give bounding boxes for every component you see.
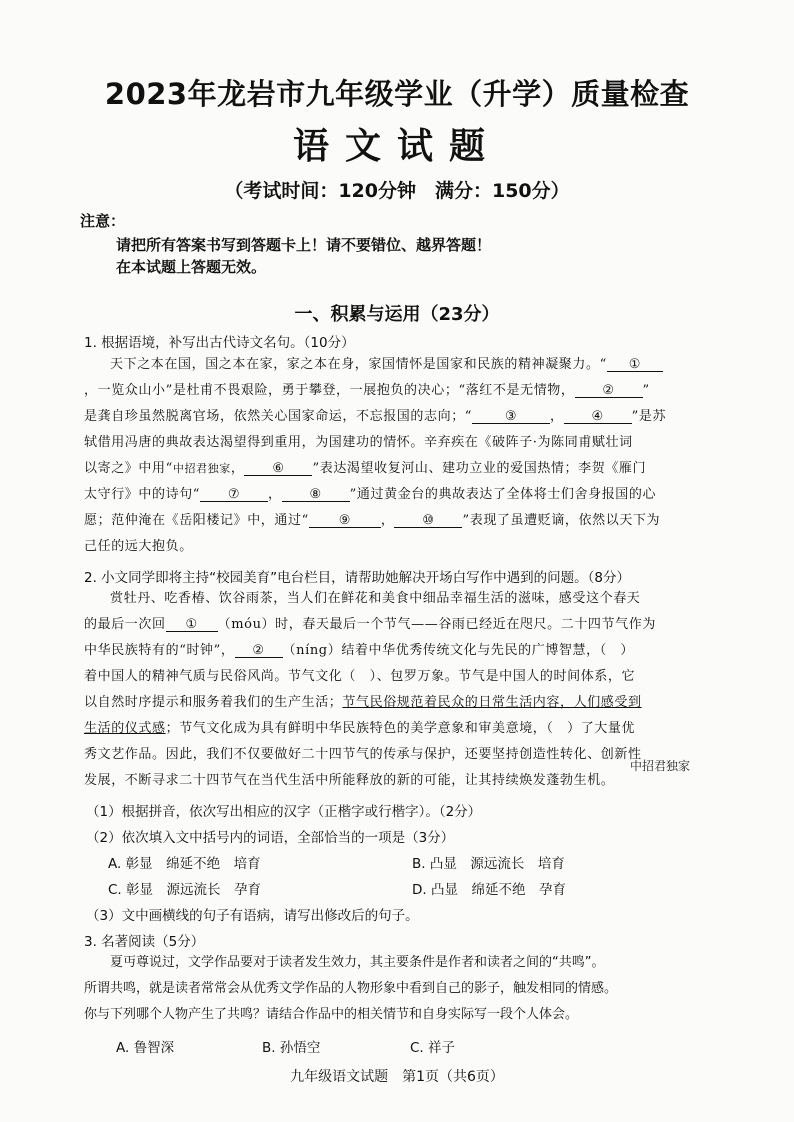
q2-stem: 2. 小文同学即将主持“校园美育”电台栏目，请帮助她解决开场白写作中遇到的问题。（8分） (84, 570, 630, 586)
watermark: 中招君独家 (630, 759, 691, 773)
exam-title: 2023年龙岩市九年级学业（升学）质量检查 (104, 77, 690, 111)
q1-blank-9: ⑨ (309, 514, 381, 528)
q2-option-d: D. 凸显 绵延不绝 孕育 (412, 882, 566, 898)
section-title: 一、积累与运用（23分） (294, 304, 500, 325)
q2-option-b: B. 凸显 源远流长 培育 (412, 856, 565, 872)
q2-sub-2: （2）依次填入文中括号内的词语，全部恰当的一项是（3分） (86, 830, 455, 846)
q1-blank-2: ② (575, 384, 643, 398)
q2-text: 中华民族特有的“时钟”， (84, 643, 235, 658)
q1-line-1 (110, 358, 750, 372)
q2-underlined-sentence: 生活的仪式感 (84, 721, 166, 736)
notice-line-2: 在本试题上答题无效。 (116, 258, 267, 276)
q3-line-3: 你与下列哪个人物产生了共鸣？请结合作品中的相关情节和自身实际写一段个人体会。 (84, 1007, 579, 1022)
q1-blank-6: ⑥ (244, 462, 312, 476)
q1-blank-10: ⑩ (394, 514, 462, 528)
q1-text: ， (380, 513, 395, 528)
q1-text: 天下之本在国，国之本在家，家之本在身，家国情怀是国家和民族的精神凝聚力。“ (110, 357, 607, 372)
q2-line-8: 发展，不断寻求二十四节气在当代生活中所能释放的新的可能，让其持续焕发蓬勃生机。 (84, 773, 615, 788)
q3-option-c: C. 祥子 (410, 1040, 456, 1056)
q1-text: ，一览众山小”是杜甫不畏艰险，勇于攀登，一展抱负的决心；“落红不是无情物， (84, 383, 575, 398)
q1-text: ”表现了虽遭贬谪，依然以天下为 (462, 513, 661, 528)
q1-blank-4: ④ (564, 410, 632, 424)
q2-line-3 (84, 644, 724, 658)
q2-underlined-sentence: 节气民俗规范着民众的日常生活内容，人们感受到 (342, 695, 642, 710)
q1-line-5 (84, 462, 724, 476)
q1-text: 愿；范仲淹在《岳阳楼记》中，通过“ (84, 513, 309, 528)
q1-blank-8: ⑧ (282, 488, 350, 502)
page-footer: 九年级语文试题 第1页（共6页） (290, 1069, 504, 1085)
q2-line-7: 秀文艺作品。因此，我们不仅要做好二十四节气的传承与保护，还要坚持创造性转化、创新性 (84, 747, 642, 762)
q1-line-7 (84, 514, 724, 528)
q1-text: 以寄之》中用“ (84, 461, 173, 476)
q3-line-1: 夏丏尊说过，文学作品要对于读者发生效力，其主要条件是作者和读者之间的“共鸣”。 (110, 955, 605, 970)
q2-text: （móu）时，春天最后一个节气——谷雨已经近在咫尺。二十四节气作为 (217, 617, 656, 632)
q2-sub-3: （3）文中画横线的句子有语病，请写出修改后的句子。 (86, 908, 419, 924)
q2-option-a: A. 彰显 绵延不绝 培育 (108, 856, 261, 872)
q1-text: ”表达渴望收复河山、建功立业的爱国热情；李贺《雁门 (312, 461, 647, 476)
inline-watermark: 中招君独家 (172, 462, 231, 475)
q2-blank-1: ① (166, 618, 218, 632)
q2-text: 的最后一次回 (84, 617, 166, 632)
q1-blank-3: ③ (472, 410, 550, 424)
q1-text: 太守行》中的诗句“ (84, 487, 201, 502)
q1-line-2 (84, 384, 724, 398)
exam-time-score: （考试时间：120分钟 满分：150分） (224, 180, 570, 202)
q1-line-8: 己任的远大抱负。 (84, 539, 193, 554)
q2-line-2 (84, 618, 724, 632)
q2-blank-2: ② (235, 644, 283, 658)
notice-line-1: 请把所有答案书写到答题卡上！请不要错位、越界答题！ (116, 236, 492, 254)
q1-blank-7: ⑦ (200, 488, 268, 502)
q2-line-1: 赏牡丹、吃香椿、饮谷雨茶，当人们在鲜花和美食中细品幸福生活的滋味，感受这个春天 (110, 591, 641, 606)
q1-text: ” (642, 383, 650, 398)
q1-stem: 1. 根据语境，补写出古代诗文名句。（10分） (84, 335, 355, 351)
q1-text: ， (268, 487, 282, 502)
q2-line-5 (84, 696, 724, 709)
q1-text: 是龚自珍虽然脱离官场，依然关心国家命运，不忘报国的志向；“ (84, 409, 473, 424)
q2-sub-1: （1）根据拼音，依次写出相应的汉字（正楷字或行楷字）。（2分） (86, 804, 482, 820)
q1-text: ， (230, 461, 245, 476)
q2-option-c: C. 彰显 源远流长 孕育 (108, 882, 262, 898)
q1-blank-1: ① (607, 358, 663, 372)
q2-text: 以自然时序提示和服务着我们的生产生活； (84, 695, 343, 710)
q3-stem: 3. 名著阅读（5分） (84, 934, 205, 950)
notice-label: 注意： (80, 212, 126, 230)
q1-text: ， (550, 409, 564, 424)
q1-line-4: 轼借用冯唐的典故表达渴望得到重用，为国建功的情怀。辛弃疾在《破阵子·为陈同甫赋壮词 (84, 435, 633, 450)
q1-text: ”通过黄金台的典故表达了全体将士们舍身报国的心 (349, 487, 657, 502)
subject-title: 语文试题 (292, 126, 501, 167)
q2-text: ；节气文化成为具有鲜明中华民族特色的美学意象和审美意境，（ ）了大量优 (165, 721, 636, 736)
q2-line-4: 着中国人的精神气质与民俗风尚。节气文化（ ）、包罗万象。节气是中国人的时间体系，它 (84, 669, 636, 684)
q1-line-3 (84, 410, 724, 424)
q1-text: ”是苏 (631, 409, 667, 424)
q3-option-a: A. 鲁智深 (116, 1040, 175, 1056)
q2-line-6 (84, 722, 724, 735)
q3-line-2: 所谓共鸣，就是读者常常会从优秀文学作品的人物形象中看到自己的影子，触发相同的情感。 (84, 981, 618, 996)
q3-option-b: B. 孙悟空 (262, 1040, 321, 1056)
q1-line-6 (84, 488, 724, 502)
q2-text: （níng）结着中华优秀传统文化与先民的广博智慧，（ ） (282, 643, 635, 658)
